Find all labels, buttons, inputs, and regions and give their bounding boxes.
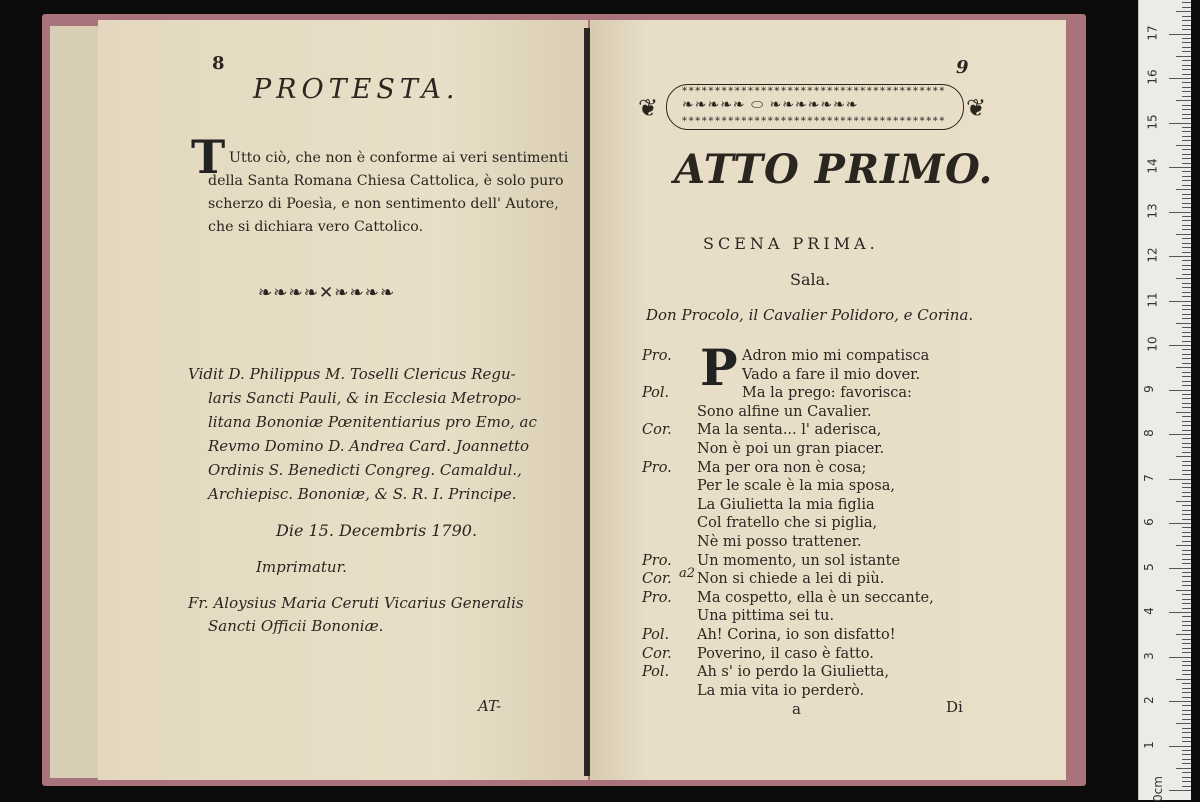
ruler-tick: [1182, 358, 1191, 359]
protesta-line-3: scherzo di Poesìa, e non sentimento dell' Autore,: [208, 196, 559, 212]
ruler-tick: [1182, 652, 1191, 653]
ruler-tick: [1182, 465, 1191, 466]
ruler-tick: [1182, 572, 1191, 573]
ruler-tick: [1182, 750, 1191, 751]
vidit-line-6: Archiepisc. Bononiæ, & S. R. I. Principe.: [208, 485, 517, 503]
ruler-tick: [1182, 763, 1191, 764]
ruler-tick: [1182, 171, 1191, 172]
speaker-label: Pol.: [642, 385, 670, 402]
ruler-tick: [1176, 545, 1191, 546]
ruler-tick: [1182, 269, 1191, 270]
ruler-tick: [1182, 407, 1191, 408]
ruler-tick: [1182, 714, 1191, 715]
ruler-tick: [1182, 283, 1191, 284]
ruler-number: 11: [1145, 291, 1160, 308]
ruler-tick: [1182, 554, 1191, 555]
speaker-label: Pro.: [642, 552, 672, 569]
ruler-tick: [1182, 194, 1191, 195]
ruler-tick: [1169, 34, 1191, 35]
ruler-tick: [1182, 2, 1191, 3]
ruler-tick: [1182, 719, 1191, 720]
ruler-tick: [1182, 559, 1191, 560]
ruler-tick: [1176, 234, 1191, 235]
ruler-tick: [1182, 496, 1191, 497]
speaker-label: Pro.: [642, 459, 672, 476]
ruler-tick: [1182, 292, 1191, 293]
ruler-tick: [1182, 536, 1191, 537]
speaker-label: Pro.: [642, 348, 672, 364]
ruler-tick: [1169, 657, 1191, 658]
ruler-tick: [1169, 790, 1191, 791]
ruler-tick: [1182, 114, 1191, 115]
ruler-tick: [1176, 323, 1191, 324]
imprimatur: Imprimatur.: [256, 558, 347, 576]
ruler-tick: [1182, 309, 1191, 310]
decree-date: Die 15. Decembris 1790.: [276, 521, 478, 540]
ruler-tick: [1176, 145, 1191, 146]
ruler-tick: [1169, 568, 1191, 569]
ruler-tick: [1182, 341, 1191, 342]
protesta-line-4: che si dichiara vero Cattolico.: [208, 219, 424, 235]
ruler-tick: [1182, 421, 1191, 422]
ruler-tick: [1182, 158, 1191, 159]
ruler-tick: [1182, 127, 1191, 128]
protesta-title: PROTESTA.: [253, 74, 460, 105]
ruler-tick: [1182, 754, 1191, 755]
ruler-tick: [1176, 679, 1191, 680]
ruler-tick: [1169, 256, 1191, 257]
ruler-tick: [1182, 430, 1191, 431]
ruler-tick: [1182, 149, 1191, 150]
ruler-tick: [1182, 381, 1191, 382]
vidit-line-1: Vidit D. Philippus M. Toselli Clericus Regu-: [188, 365, 516, 383]
ruler-tick: [1182, 510, 1191, 511]
fleuron-right-icon: ❦: [966, 94, 987, 122]
ruler-tick: [1182, 692, 1191, 693]
speaker-label: Cor.: [642, 571, 672, 588]
ruler-tick: [1182, 65, 1191, 66]
ruler-tick: [1182, 514, 1191, 515]
ruler-number: 8: [1141, 429, 1156, 437]
dialogue-line: Non è poi un gran piacer.: [697, 441, 885, 457]
ruler-tick: [1182, 648, 1191, 649]
dialogue-line: La mia vita io perderò.: [697, 682, 865, 699]
scene-title: SCENA PRIMA.: [703, 234, 879, 253]
ruler-tick: [1182, 527, 1191, 528]
ruler-tick: [1182, 154, 1191, 155]
ruler-tick: [1169, 701, 1191, 702]
dialogue-line: Una pittima sei tu.: [697, 608, 835, 625]
ruler-tick: [1182, 541, 1191, 542]
ruler-tick: [1182, 229, 1191, 230]
dialogue-line: Per le scale è la mia sposa,: [697, 478, 895, 495]
vidit-line-3: litana Bononiæ Pœnitentiarius pro Emo, ac: [208, 413, 537, 431]
speaker-label: Cor.: [642, 645, 672, 662]
ruler-tick: [1182, 318, 1191, 319]
ruler-tick: [1182, 118, 1191, 119]
signature-line-1: Fr. Aloysius Maria Ceruti Vicarius Generalis: [188, 594, 524, 612]
protesta-drop-cap: T: [191, 130, 226, 184]
ruler-tick: [1176, 456, 1191, 457]
ruler-tick: [1176, 189, 1191, 190]
protesta-line-2: della Santa Romana Chiesa Cattolica, è solo puro: [208, 173, 564, 189]
dialogue-line: Ah s' io perdo la Giulietta,: [697, 664, 890, 681]
dialogue-drop-cap: P: [700, 338, 738, 397]
scene-characters: Don Procolo, il Cavalier Polidoro, e Corina.: [646, 306, 974, 324]
ruler-tick: [1182, 443, 1191, 444]
ruler-tick: [1182, 661, 1191, 662]
ruler-number: 1: [1141, 740, 1156, 749]
ruler-number: 5: [1141, 562, 1156, 571]
ruler-tick: [1182, 87, 1191, 88]
left-catchword: AT-: [478, 697, 502, 715]
ruler-tick: [1182, 314, 1191, 315]
ruler-tick: [1182, 180, 1191, 181]
ruler-tick: [1169, 523, 1191, 524]
ruler-tick: [1176, 501, 1191, 502]
ruler-tick: [1182, 759, 1191, 760]
ruler-tick: [1182, 688, 1191, 689]
ruler-tick: [1182, 674, 1191, 675]
ruler-tick: [1169, 345, 1191, 346]
ruler-tick: [1169, 301, 1191, 302]
dialogue-line: Ma cospetto, ella è un seccante,: [697, 589, 934, 606]
ruler-tick: [1182, 710, 1191, 711]
measuring-ruler: [1138, 0, 1191, 800]
right-page: [590, 20, 1066, 780]
ruler-tick: [1182, 332, 1191, 333]
signature-mark: a: [792, 700, 801, 718]
ruler-tick: [1182, 136, 1191, 137]
ruler-tick: [1182, 140, 1191, 141]
dialogue-line: Ma la prego: favorisca:: [742, 385, 912, 402]
ruler-tick: [1176, 590, 1191, 591]
ruler-tick: [1182, 238, 1191, 239]
ruler-tick: [1182, 608, 1191, 609]
ruler-tick: [1182, 728, 1191, 729]
ruler-tick: [1182, 772, 1191, 773]
ruler-tick: [1182, 247, 1191, 248]
ruler-tick: [1182, 621, 1191, 622]
ruler-tick: [1182, 452, 1191, 453]
ruler-tick: [1182, 131, 1191, 132]
ruler-number: 0cm: [1150, 776, 1165, 802]
ruler-tick: [1176, 56, 1191, 57]
ruler-tick: [1182, 461, 1191, 462]
ruler-tick: [1182, 639, 1191, 640]
ruler-number: 3: [1141, 651, 1156, 660]
ruler-tick: [1182, 216, 1191, 217]
ruler-tick: [1182, 487, 1191, 488]
ruler-tick: [1182, 563, 1191, 564]
ruler-tick: [1182, 7, 1191, 8]
dialogue-line: Poverino, il caso è fatto.: [697, 645, 874, 662]
left-page: [98, 20, 588, 780]
ruler-tick: [1182, 447, 1191, 448]
ruler-tick: [1182, 594, 1191, 595]
ruler-tick: [1182, 585, 1191, 586]
dialogue-line: La Giulietta la mia figlia: [697, 496, 875, 513]
ruler-tick: [1169, 212, 1191, 213]
ruler-tick: [1182, 25, 1191, 26]
ruler-number: 2: [1141, 696, 1156, 704]
ruler-tick: [1176, 412, 1191, 413]
ruler-tick: [1182, 670, 1191, 671]
ruler-tick: [1182, 394, 1191, 395]
ruler-tick: [1182, 327, 1191, 328]
ruler-tick: [1182, 109, 1191, 110]
headpiece-band: ❧❧❧❧❧ ⬭ ❧❧❧❧❧❧❧: [682, 97, 859, 113]
ruler-tick: [1182, 265, 1191, 266]
ruler-number: 16: [1145, 69, 1160, 85]
dialogue-line: Adron mio mi compatisca: [742, 348, 930, 364]
ruler-tick: [1182, 296, 1191, 297]
ruler-tick: [1169, 746, 1191, 747]
ruler-number: 6: [1141, 518, 1156, 526]
ruler-tick: [1182, 732, 1191, 733]
ruler-tick: [1182, 220, 1191, 221]
ruler-tick: [1169, 78, 1191, 79]
ruler-tick: [1182, 416, 1191, 417]
ruler-number: 7: [1141, 473, 1156, 482]
ruler-tick: [1182, 519, 1191, 520]
ruler-tick: [1182, 625, 1191, 626]
ruler-tick: [1182, 505, 1191, 506]
ruler-tick: [1182, 260, 1191, 261]
ruler-tick: [1182, 287, 1191, 288]
headpiece-stars-top: ****************************************: [682, 86, 946, 97]
ruler-number: 17: [1145, 24, 1160, 41]
ruler-tick: [1176, 11, 1191, 12]
ruler-tick: [1182, 683, 1191, 684]
ruler-tick: [1182, 29, 1191, 30]
ruler-tick: [1182, 91, 1191, 92]
ruler-tick: [1182, 243, 1191, 244]
ruler-tick: [1182, 581, 1191, 582]
scene-setting: Sala.: [790, 270, 831, 289]
speaker-label: Pro.: [642, 589, 672, 606]
dialogue-line: Non si chiede a lei di più.: [697, 571, 885, 588]
left-page-number: 8: [212, 53, 225, 74]
ruler-tick: [1182, 163, 1191, 164]
ruler-number: 14: [1145, 158, 1160, 174]
ruler-tick: [1182, 349, 1191, 350]
ruler-tick: [1182, 105, 1191, 106]
ruler-tick: [1182, 470, 1191, 471]
ruler-tick: [1182, 737, 1191, 738]
ruler-tick: [1169, 123, 1191, 124]
ruler-number: 9: [1141, 384, 1156, 393]
ruler-tick: [1182, 385, 1191, 386]
ruler-tick: [1176, 100, 1191, 101]
ruler-tick: [1182, 603, 1191, 604]
ruler-number: 13: [1145, 202, 1160, 219]
ruler-tick: [1182, 483, 1191, 484]
fleuron-left-icon: ❦: [638, 94, 659, 122]
dialogue-line: Col fratello che si piglia,: [697, 515, 878, 532]
speaker-label: Pol.: [642, 664, 670, 681]
a2-marker: a2: [679, 566, 696, 581]
ruler-tick: [1182, 225, 1191, 226]
ruler-tick: [1182, 532, 1191, 533]
headpiece-stars-bottom: ****************************************: [682, 116, 946, 127]
ruler-tick: [1182, 336, 1191, 337]
ruler-tick: [1182, 354, 1191, 355]
ruler-tick: [1182, 20, 1191, 21]
ruler-tick: [1182, 252, 1191, 253]
ruler-tick: [1169, 479, 1191, 480]
ruler-tick: [1182, 403, 1191, 404]
ruler-tick: [1182, 616, 1191, 617]
ruler-tick: [1169, 612, 1191, 613]
ruler-tick: [1182, 550, 1191, 551]
dialogue-line: Ma per ora non è cosa;: [697, 459, 867, 476]
ruler-tick: [1176, 367, 1191, 368]
ruler-number: 4: [1141, 607, 1156, 615]
dialogue-line: Nè mi posso trattener.: [697, 534, 862, 550]
ruler-tick: [1176, 768, 1191, 769]
dialogue-line: Ah! Corina, io son disfatto!: [697, 627, 896, 643]
ruler-tick: [1182, 665, 1191, 666]
ruler-tick: [1169, 390, 1191, 391]
ruler-tick: [1182, 705, 1191, 706]
ruler-tick: [1182, 474, 1191, 475]
ruler-tick: [1182, 786, 1191, 787]
signature-line-2: Sancti Officii Bononiæ.: [208, 617, 384, 635]
ruler-tick: [1182, 741, 1191, 742]
dialogue-line: Un momento, un sol istante: [697, 552, 901, 569]
speaker-label: Cor.: [642, 422, 672, 439]
ruler-tick: [1182, 185, 1191, 186]
ruler-tick: [1182, 398, 1191, 399]
ruler-tick: [1182, 203, 1191, 204]
ruler-tick: [1176, 278, 1191, 279]
ruler-tick: [1182, 599, 1191, 600]
ruler-tick: [1182, 372, 1191, 373]
ruler-tick: [1182, 274, 1191, 275]
ruler-tick: [1182, 51, 1191, 52]
ruler-number: 12: [1145, 247, 1160, 263]
ruler-tick: [1176, 723, 1191, 724]
protesta-line-1: Utto ciò, che non è conforme ai veri sentimenti: [229, 150, 569, 166]
ruler-tick: [1182, 643, 1191, 644]
ruler-tick: [1182, 305, 1191, 306]
ruler-tick: [1182, 363, 1191, 364]
dialogue-line: Vado a fare il mio dover.: [742, 366, 921, 383]
ruler-tick: [1182, 777, 1191, 778]
ruler-tick: [1182, 42, 1191, 43]
vidit-line-4: Revmo Domino D. Andrea Card. Joannetto: [208, 437, 530, 455]
right-page-number: 9: [956, 57, 969, 78]
act-title: ATTO PRIMO.: [674, 146, 994, 193]
left-ornament: ❧❧❧❧✕❧❧❧❧: [258, 283, 396, 303]
ruler-tick: [1182, 198, 1191, 199]
ruler-number: 15: [1145, 113, 1160, 130]
ruler-tick: [1182, 425, 1191, 426]
dialogue-line: Sono alfine un Cavalier.: [697, 403, 872, 420]
vidit-line-5: Ordinis S. Benedicti Congreg. Camaldul.,: [208, 461, 522, 479]
ruler-tick: [1182, 47, 1191, 48]
ruler-number: 10: [1145, 336, 1160, 352]
ruler-tick: [1182, 96, 1191, 97]
ruler-tick: [1182, 207, 1191, 208]
ruler-tick: [1182, 60, 1191, 61]
dialogue-line: Ma la senta... l' aderisca,: [697, 422, 882, 439]
ruler-tick: [1182, 630, 1191, 631]
ruler-tick: [1182, 697, 1191, 698]
ruler-tick: [1182, 781, 1191, 782]
ruler-tick: [1176, 634, 1191, 635]
ruler-tick: [1169, 167, 1191, 168]
ruler-tick: [1182, 438, 1191, 439]
ruler-tick: [1182, 576, 1191, 577]
ruler-tick: [1182, 82, 1191, 83]
ruler-tick: [1182, 176, 1191, 177]
ruler-tick: [1182, 74, 1191, 75]
ruler-tick: [1182, 38, 1191, 39]
vidit-line-2: laris Sancti Pauli, & in Ecclesia Metropo-: [208, 389, 522, 407]
ruler-tick: [1182, 16, 1191, 17]
ruler-tick: [1169, 434, 1191, 435]
right-catchword: Di: [946, 698, 963, 716]
speaker-label: Pol.: [642, 627, 670, 643]
ruler-tick: [1182, 376, 1191, 377]
ruler-tick: [1182, 492, 1191, 493]
ruler-tick: [1182, 69, 1191, 70]
